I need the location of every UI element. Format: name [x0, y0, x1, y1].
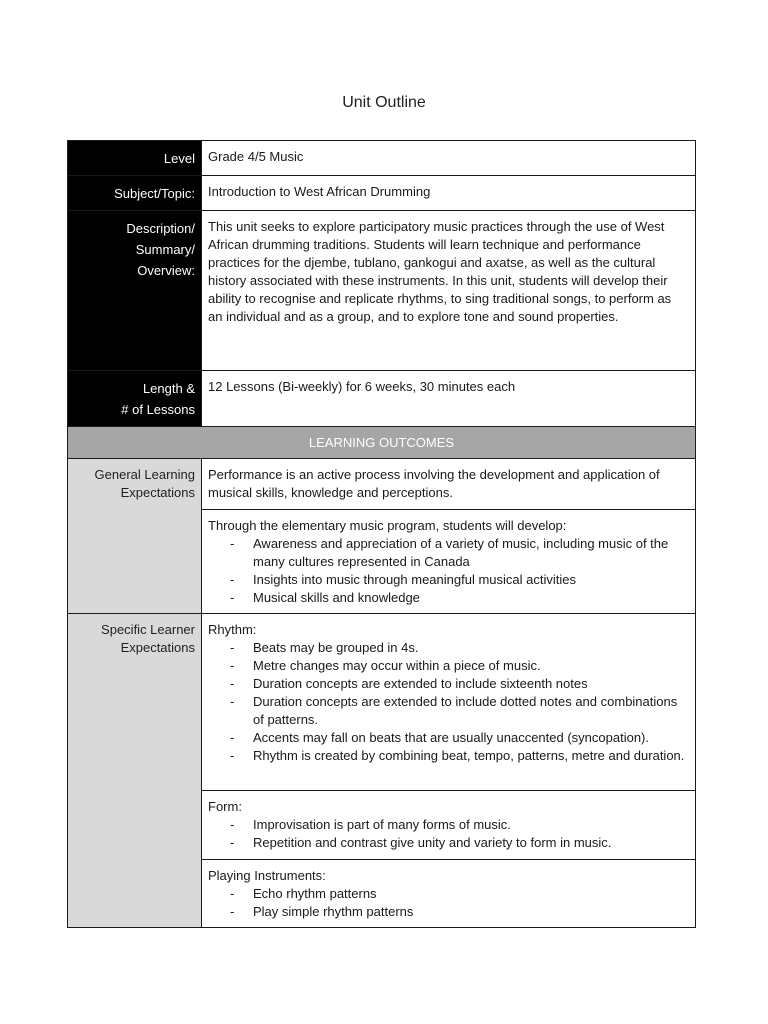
general-statement-row [68, 459, 696, 510]
specific-expectations-label: Specific Learner Expectations [68, 614, 202, 928]
list-item: - Accents may fall on beats that are usually unaccented (syncopation). [230, 729, 689, 747]
general-list [208, 535, 689, 607]
length-value: 12 Lessons (Bi-weekly) for 6 weeks, 30 minutes each [202, 371, 696, 427]
rhythm-list [208, 639, 689, 765]
rhythm-heading: Rhythm: [208, 622, 257, 637]
list-item: - Rhythm is created by combining beat, tempo, patterns, metre and duration. [230, 747, 689, 765]
general-intro: Through the elementary music program, students will develop: [208, 518, 567, 533]
list-item: - Metre changes may occur within a piece of music. [230, 657, 689, 675]
learning-outcomes-row [68, 427, 696, 459]
level-label: Level [68, 141, 202, 176]
form-heading: Form: [208, 799, 242, 814]
subject-row [68, 176, 696, 211]
general-statement: Performance is an active process involving the development and application of musical skills, knowledge and perceptions. [202, 459, 696, 510]
form-cell [202, 791, 696, 860]
list-item: - Beats may be grouped in 4s. [230, 639, 689, 657]
rhythm-cell [202, 614, 696, 791]
list-item: - Play simple rhythm patterns [230, 903, 689, 921]
level-row [68, 141, 696, 176]
form-list [208, 816, 689, 852]
length-row [68, 371, 696, 427]
learning-outcomes-heading: LEARNING OUTCOMES [68, 427, 696, 459]
list-item: - Repetition and contrast give unity and variety to form in music. [230, 834, 689, 852]
instruments-list [208, 885, 689, 921]
subject-label: Subject/Topic: [68, 176, 202, 211]
length-label: Length & # of Lessons [68, 371, 202, 427]
description-label: Description/ Summary/ Overview: [68, 211, 202, 371]
instruments-cell [202, 860, 696, 928]
list-item: - Improvisation is part of many forms of music. [230, 816, 689, 834]
list-item: - Duration concepts are extended to include sixteenth notes [230, 675, 689, 693]
level-value: Grade 4/5 Music [202, 141, 696, 176]
instruments-heading: Playing Instruments: [208, 868, 326, 883]
description-row [68, 211, 696, 371]
description-value: This unit seeks to explore participatory music practices through the use of West African drumming traditions. Students will learn technique and performance practices for the djembe, tublano, gankogui and axatse, as well as the cultural history associated with these instruments. In this unit, students will develop their ability to recognise and replicate rhythms, to sing traditional songs, to perform as an individual and as a group, and to explore tone and sound properties. [202, 211, 696, 371]
list-item: - Musical skills and knowledge [230, 589, 689, 607]
list-item: - Awareness and appreciation of a variety of music, including music of the many cultures represented in Canada [230, 535, 689, 571]
general-list-cell [202, 510, 696, 614]
list-item: - Echo rhythm patterns [230, 885, 689, 903]
rhythm-row [68, 614, 696, 791]
unit-outline-table [67, 140, 696, 928]
list-item: - Insights into music through meaningful musical activities [230, 571, 689, 589]
subject-value: Introduction to West African Drumming [202, 176, 696, 211]
page-title: Unit Outline [342, 94, 426, 111]
list-item: - Duration concepts are extended to include dotted notes and combinations of patterns. [230, 693, 689, 729]
general-expectations-label: General Learning Expectations [68, 459, 202, 614]
